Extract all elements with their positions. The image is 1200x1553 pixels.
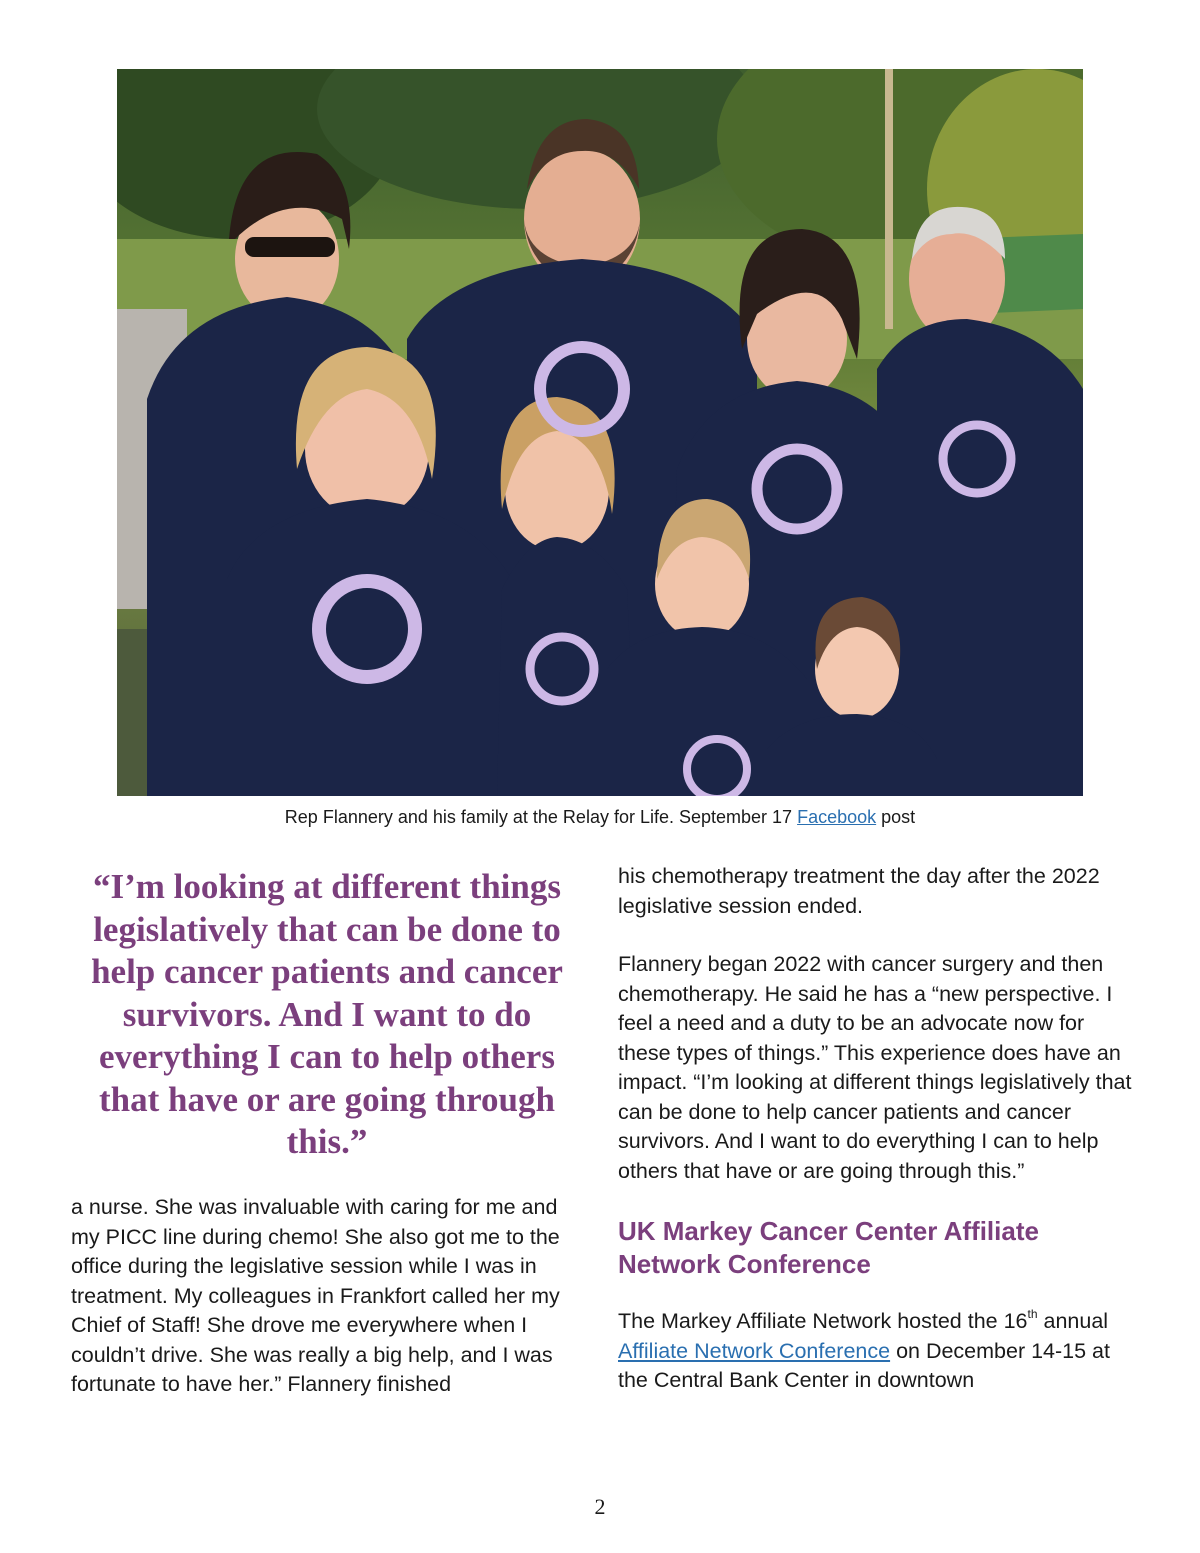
left-column-text: a nurse. She was invaluable with caring for me and my PICC line during chemo! She also got me to the office during the legislative session while I was in treatment. My colleagues in Frankfort called her my Chief of Staff! She drove me everywhere when I couldn’t drive. She was really a big help, and I was fortunate to have her.” Flannery finished [71,1195,560,1396]
family-photo-illustration [117,69,1083,796]
conference-text-end: on December 14-15 at the Central Bank Center in downtown [618,1338,1110,1392]
facebook-link[interactable]: Facebook [797,807,877,827]
pull-quote: “I’m looking at different things legislatively that can be done to help cancer patients and cancer survivors. And I want to do everything I can to help others that have or are going through this.” [91,867,563,1161]
paragraph-new-perspective: Flannery began 2022 with cancer surgery and then chemotherapy. He said he has a “new perspective. I feel a need and a duty to be an advocate now for these types of things.” This experience does have an impact. “I’m looking at different things legislatively that can be done to help cancer patients and cancer survivors. And I want to do everything I can to help others that have or are going through this.” [618,952,1132,1183]
conference-text-annual: annual [1043,1309,1109,1333]
paragraph-chemotherapy-end: his chemotherapy treatment the day after the 2022 legislative session ended. [618,864,1100,918]
photo-caption [0,805,1200,829]
section-heading: UK Markey Cancer Center Affiliate Network Conference [618,1216,1039,1279]
affiliate-network-conference-link[interactable]: Affiliate Network Conference [618,1338,891,1363]
paragraph-conference [618,1307,1138,1396]
ordinal-suffix: th [1027,1307,1038,1321]
page-number: 2 [594,1494,606,1519]
right-column [618,862,1138,1396]
conference-text-start: The Markey Affiliate Network hosted the 16 [618,1309,1028,1333]
caption-text: Rep Flannery and his family at the Relay for Life. September 17 [284,807,793,827]
family-photo [117,69,1083,796]
caption-end: post [881,807,916,827]
